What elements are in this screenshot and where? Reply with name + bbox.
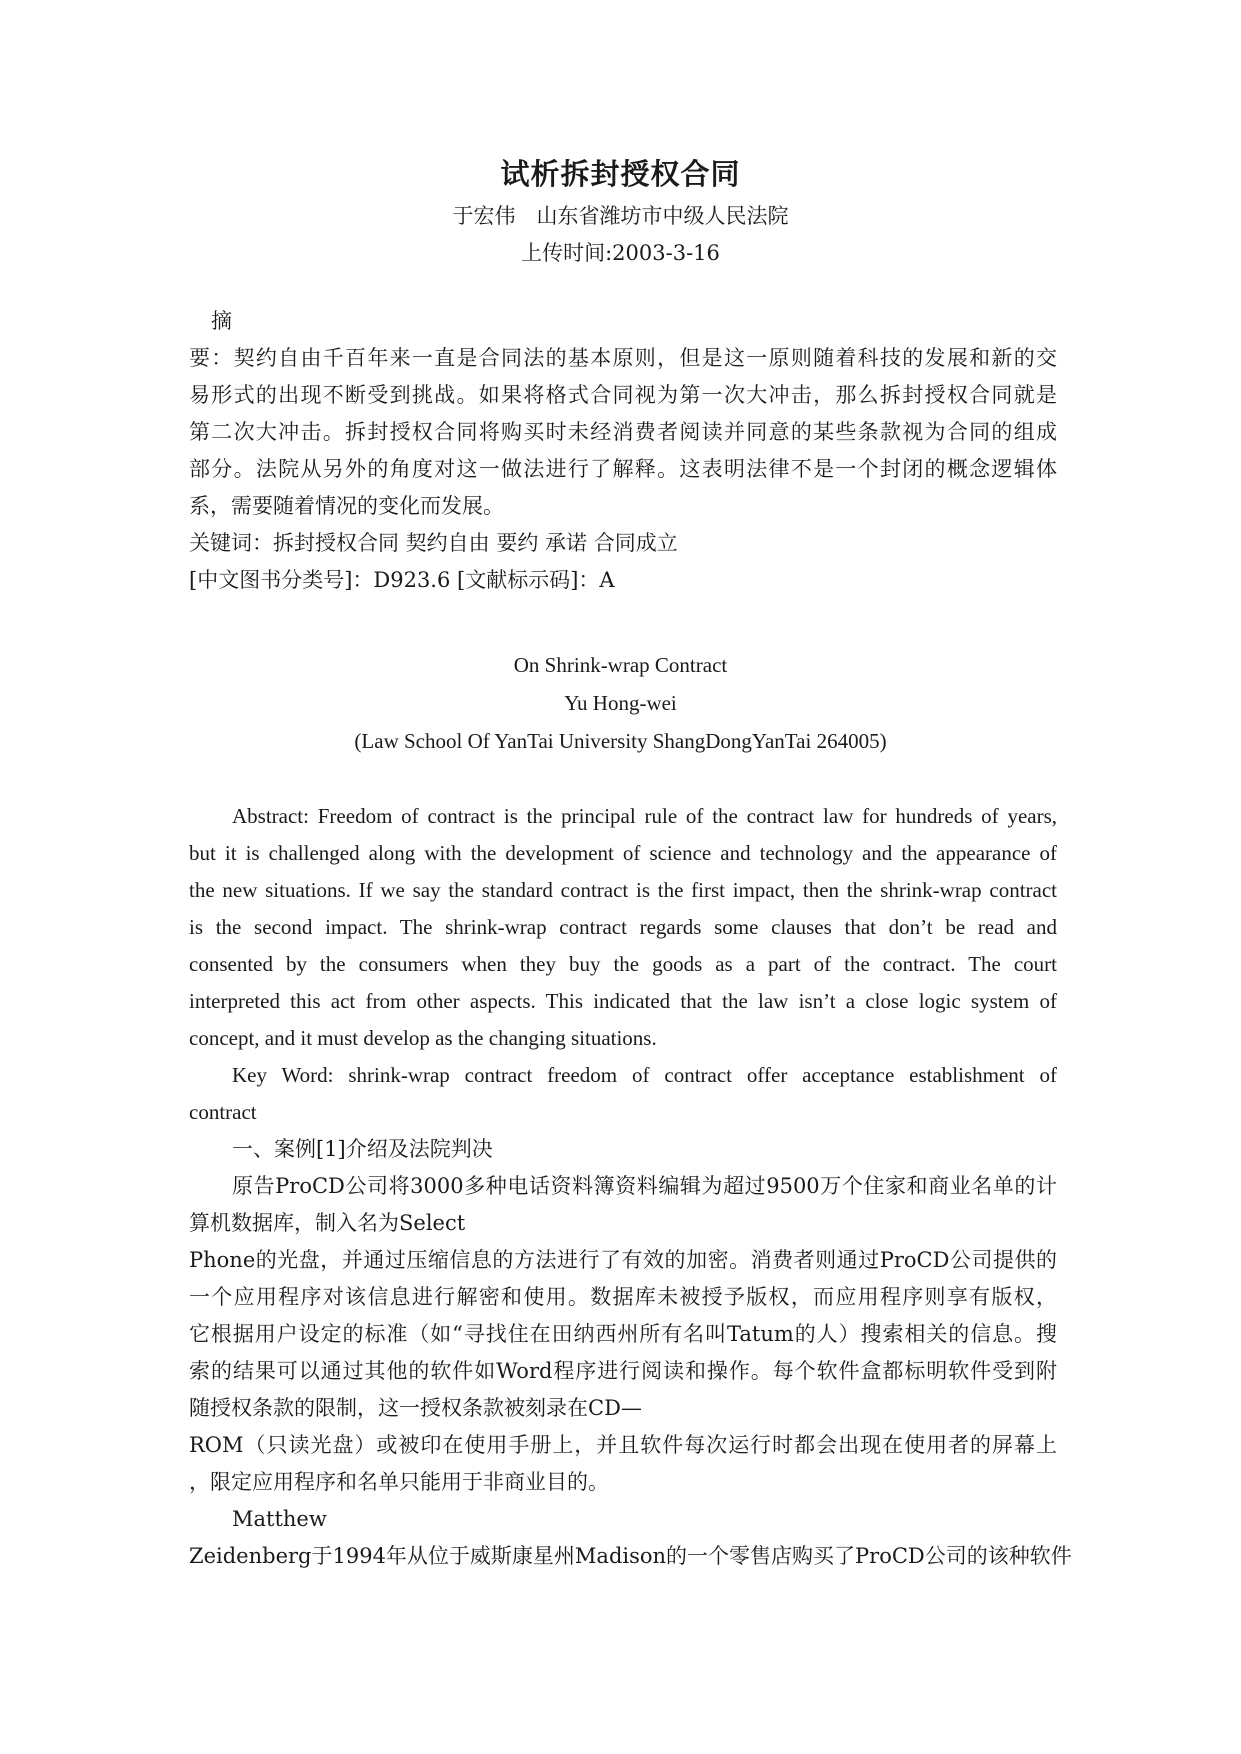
cn-keywords: 关键词：拆封授权合同 契约自由 要约 承诺 合同成立 [189, 531, 678, 555]
body-line: 一个应用程序对该信息进行解密和使用。数据库未被授予版权，而应用程序则享有版权， [189, 1285, 1057, 1309]
cn-classification: [中文图书分类号]：D923.6 [文献标示码]：A [189, 568, 615, 592]
en-abstract-line: consented by the consumers when they buy the goods as a part of the contract. The court [189, 952, 1057, 976]
paper-title: 试析拆封授权合同 [500, 157, 741, 191]
cn-abstract-line: 系，需要随着情况的变化而发展。 [189, 494, 504, 518]
body-line: ，限定应用程序和名单只能用于非商业目的。 [189, 1470, 609, 1494]
en-abstract-line: the new situations. If we say the standard contract is the first impact, then the shrink-wrap contract [189, 878, 1057, 902]
cn-abstract-line: 易形式的出现不断受到挑战。如果将格式合同视为第一次大冲击，那么拆封授权合同就是 [189, 383, 1057, 407]
body-line: 索的结果可以通过其他的软件如Word程序进行阅读和操作。每个软件盒都标明软件受到附 [189, 1359, 1057, 1383]
en-keywords-continued: contract [189, 1100, 257, 1124]
en-keywords: Key Word: shrink-wrap contract freedom of contract offer acceptance establishment of [232, 1063, 1057, 1087]
body-line: 它根据用户设定的标准（如“寻找住在田纳西州所有名叫Tatum的人）搜索相关的信息。搜 [189, 1322, 1057, 1346]
en-abstract-line: Abstract: Freedom of contract is the principal rule of the contract law for hundreds of years, [232, 804, 1057, 828]
en-abstract-line: concept, and it must develop as the changing situations. [189, 1026, 657, 1050]
body-line: 随授权条款的限制，这一授权条款被刻录在CD— [189, 1396, 642, 1420]
en-abstract-line: is the second impact. The shrink-wrap contract regards some clauses that don’t be read and [189, 915, 1057, 939]
english-author: Yu Hong-wei [564, 691, 677, 715]
english-affiliation: (Law School Of YanTai University ShangDongYanTai 264005) [354, 729, 887, 753]
english-title: On Shrink-wrap Contract [513, 653, 728, 677]
body-line: Zeidenberg于1994年从位于威斯康星州Madison的一个零售店购买了ProCD公司的该种软件 [189, 1544, 1072, 1568]
body-line: Matthew [232, 1507, 327, 1531]
body-line: ROM（只读光盘）或被印在使用手册上，并且软件每次运行时都会出现在使用者的屏幕上 [189, 1433, 1057, 1457]
cn-abstract-line: 第二次大冲击。拆封授权合同将购买时未经消费者阅读并同意的某些条款视为合同的组成 [189, 420, 1057, 444]
upload-time: 上传时间:2003-3-16 [521, 241, 720, 265]
author-line: 于宏伟 山东省潍坊市中级人民法院 [452, 204, 789, 228]
en-abstract-line: interpreted this act from other aspects. This indicated that the law isn’t a close logic system of [189, 989, 1057, 1013]
cn-abstract-label: 摘 [211, 309, 232, 333]
body-line: Phone的光盘，并通过压缩信息的方法进行了有效的加密。消费者则通过ProCD公司提供的 [189, 1248, 1057, 1272]
cn-abstract-line: 要：契约自由千百年来一直是合同法的基本原则，但是这一原则随着科技的发展和新的交 [189, 346, 1057, 370]
body-line: 算机数据库，制入名为Select [189, 1211, 466, 1235]
en-abstract-line: but it is challenged along with the development of science and technology and the appearance of [189, 841, 1057, 865]
section-heading: 一、案例[1]介绍及法院判决 [232, 1137, 493, 1161]
cn-abstract-line: 部分。法院从另外的角度对这一做法进行了解释。这表明法律不是一个封闭的概念逻辑体 [189, 457, 1057, 481]
body-line: 原告ProCD公司将3000多种电话资料簿资料编辑为超过9500万个住家和商业名单的计 [232, 1174, 1057, 1198]
